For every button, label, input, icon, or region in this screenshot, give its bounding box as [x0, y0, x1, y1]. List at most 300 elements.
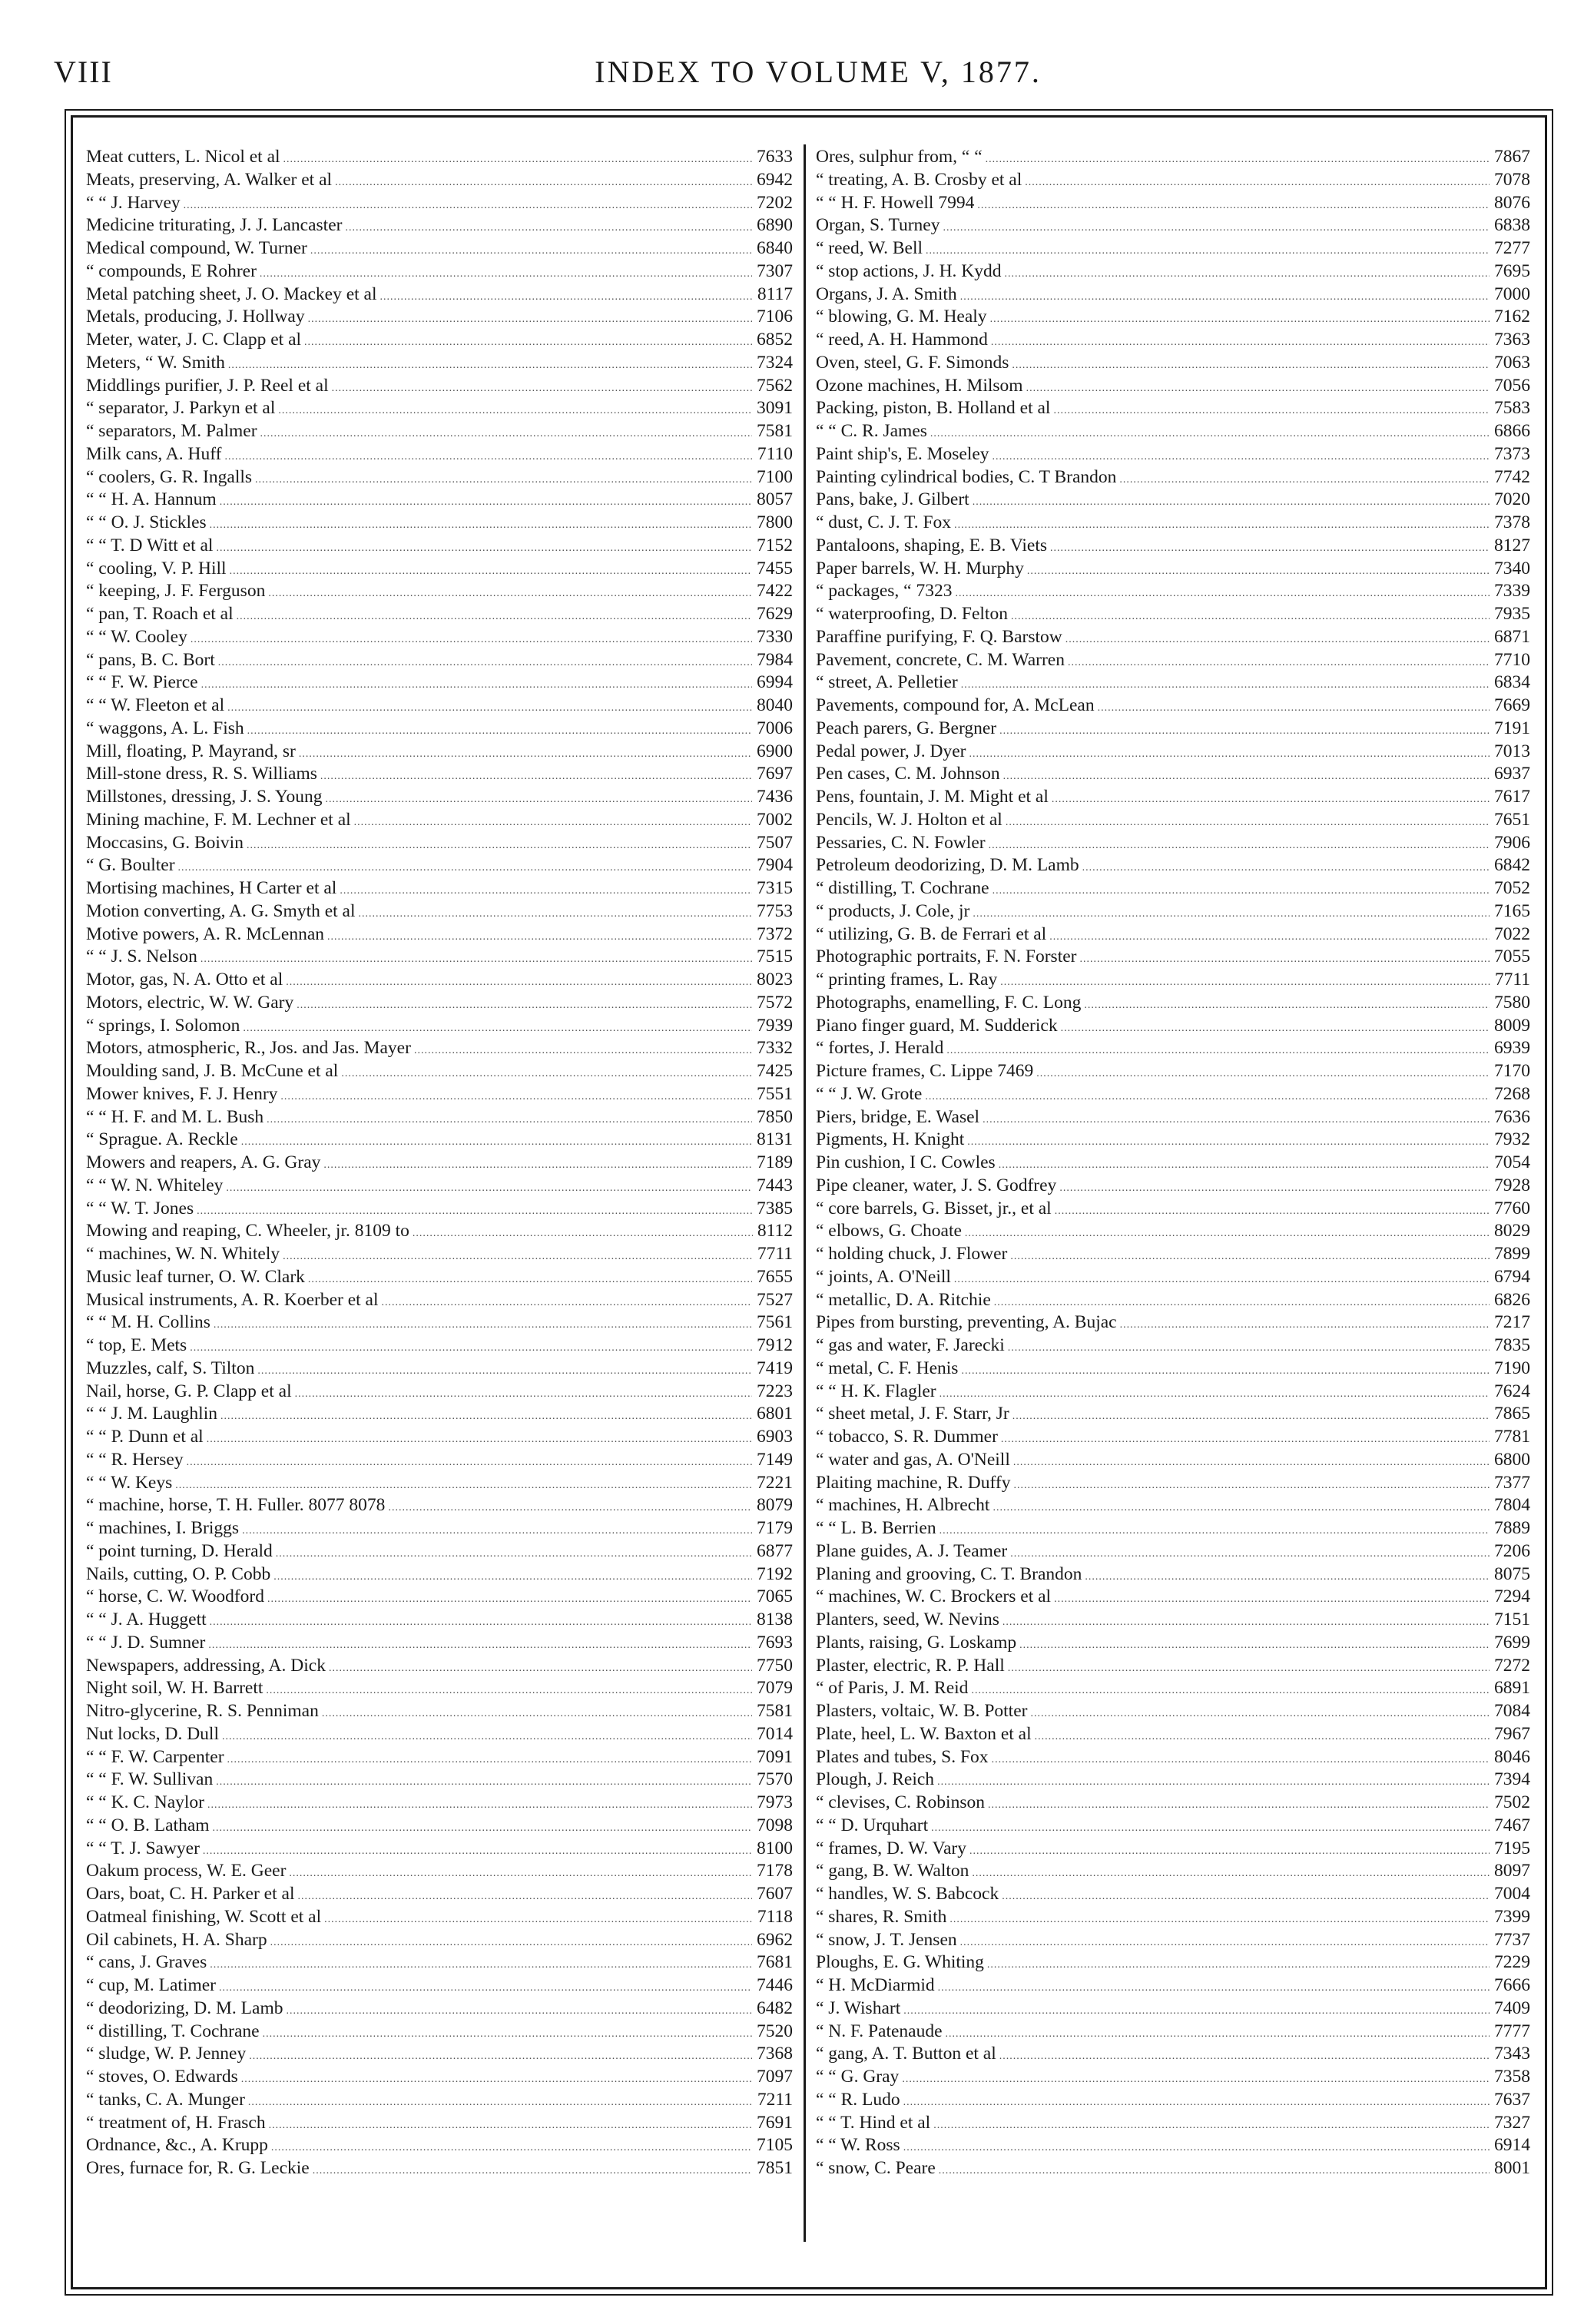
index-entry: [816, 535, 1530, 558]
entry-text: “ “ W. T. Jones: [86, 1198, 194, 1218]
entry-number: 7363: [1494, 330, 1530, 350]
entry-text: Organs, J. A. Smith: [816, 283, 957, 304]
entry-text: “ dust, C. J. T. Fox: [816, 512, 952, 532]
entry-number: 7502: [1494, 1792, 1530, 1812]
entry-text: “ “ J. A. Huggett: [86, 1610, 207, 1629]
entry-text: Middlings purifier, J. P. Reel et al: [86, 375, 329, 396]
index-entry: [86, 146, 793, 169]
entry-number: 7711: [757, 1244, 793, 1264]
index-entry: [86, 1334, 793, 1358]
entry-text: “ Sprague. A. Reckle: [86, 1129, 238, 1150]
index-entry: [816, 786, 1530, 809]
index-entry: [816, 1723, 1530, 1746]
dot-leader: [1013, 1474, 1490, 1497]
entry-number: 8076: [1494, 192, 1530, 213]
entry-text: “ metallic, D. A. Ritchie: [816, 1289, 991, 1310]
dot-leader: [255, 469, 752, 492]
dot-leader: [983, 1109, 1490, 1132]
dot-leader: [283, 1245, 753, 1268]
entry-number: 7737: [1494, 1929, 1530, 1950]
entry-text: Moulding sand, J. B. McCune et al: [86, 1061, 339, 1081]
index-entry: [816, 1815, 1530, 1838]
index-entry: [816, 420, 1530, 443]
index-entry: [86, 763, 793, 786]
entry-text: “ handles, W. S. Babcock: [816, 1884, 999, 1904]
index-entry: [86, 2043, 793, 2066]
page-title: INDEX TO VOLUME V, 1877.: [595, 55, 1042, 89]
entry-number: 7162: [1494, 307, 1530, 327]
entry-text: Piers, bridge, E. Wasel: [816, 1106, 980, 1127]
entry-text: “ “ H. A. Hannum: [86, 489, 217, 510]
entry-text: “ compounds, E Rohrer: [86, 260, 257, 281]
entry-number: 7572: [757, 992, 793, 1013]
index-entry: [816, 1426, 1530, 1449]
entry-text: Metals, producing, J. Hollway: [86, 307, 305, 327]
entry-number: 8075: [1494, 1563, 1530, 1584]
entry-text: “ tanks, C. A. Munger: [86, 2089, 245, 2110]
page-number: VIII: [54, 55, 113, 89]
index-entry: [86, 1243, 793, 1266]
index-entry: [816, 695, 1530, 718]
dot-leader: [243, 1017, 752, 1040]
entry-number: 7000: [1494, 283, 1530, 304]
dot-leader: [1053, 399, 1490, 423]
entry-number: 7561: [757, 1312, 793, 1333]
index-entry: [86, 1426, 793, 1449]
dot-leader: [175, 1474, 752, 1497]
index-entry: [816, 397, 1530, 420]
entry-text: Moccasins, G. Boivin: [86, 832, 244, 853]
entry-number: 7760: [1494, 1198, 1530, 1218]
entry-text: “ “ C. R. James: [816, 421, 927, 441]
entry-number: 7106: [757, 307, 793, 327]
index-entry: [86, 237, 793, 260]
index-entry: [816, 146, 1530, 169]
left-column: [86, 146, 793, 2180]
dot-leader: [216, 1771, 752, 1794]
entry-text: “ “ W. N. Whiteley: [86, 1175, 224, 1195]
entry-number: 6890: [757, 215, 793, 236]
index-entry: [816, 1083, 1530, 1106]
index-entry: [86, 260, 793, 283]
index-entry: [816, 1632, 1530, 1655]
entry-number: 6852: [757, 330, 793, 350]
index-entry: [816, 2112, 1530, 2135]
entry-text: Plaiting machine, R. Duffy: [816, 1472, 1011, 1493]
entry-number: 7446: [757, 1975, 793, 1995]
index-entry: [86, 626, 793, 649]
entry-text: “ pan, T. Roach et al: [86, 604, 234, 624]
entry-text: “ joints, A. O'Neill: [816, 1266, 951, 1287]
entry-number: 7527: [757, 1289, 793, 1310]
dot-leader: [242, 1520, 752, 1543]
dot-leader: [266, 1679, 752, 1702]
index-entry: [816, 1129, 1530, 1152]
entry-text: Pantaloons, shaping, E. B. Viets: [816, 535, 1048, 555]
entry-text: Paraffine purifying, F. Q. Barstow: [816, 626, 1062, 647]
entry-number: 7211: [757, 2089, 793, 2110]
entry-number: 7149: [757, 1449, 793, 1470]
index-entry: [86, 718, 793, 741]
entry-number: 7851: [757, 2158, 793, 2178]
dot-leader: [1027, 560, 1490, 583]
entry-text: Pin cushion, I C. Cowles: [816, 1152, 996, 1172]
dot-leader: [341, 1063, 752, 1086]
dot-leader: [939, 2160, 1490, 2183]
entry-number: 7052: [1494, 878, 1530, 898]
entry-number: 7935: [1494, 604, 1530, 624]
entry-number: 7315: [757, 878, 793, 898]
dot-leader: [1035, 1726, 1490, 1749]
dot-leader: [216, 537, 752, 560]
entry-number: 6834: [1494, 672, 1530, 693]
entry-number: 7835: [1494, 1335, 1530, 1355]
entry-number: 7570: [757, 1769, 793, 1790]
index-entry: [86, 1723, 793, 1746]
entry-text: “ street, A. Pelletier: [816, 672, 958, 693]
dot-leader: [271, 2137, 752, 2160]
entry-number: 6891: [1494, 1678, 1530, 1699]
entry-number: 7152: [757, 535, 793, 555]
dot-leader: [973, 491, 1490, 514]
entry-number: 7014: [757, 1723, 793, 1744]
entry-number: 7307: [757, 260, 793, 281]
entry-number: 8046: [1494, 1746, 1530, 1767]
dot-leader: [949, 1908, 1490, 1931]
index-entry: [86, 1586, 793, 1609]
entry-text: “ “ W. Cooley: [86, 626, 187, 647]
entry-number: 7277: [1494, 238, 1530, 258]
entry-number: 7507: [757, 832, 793, 853]
entry-text: Night soil, W. H. Barrett: [86, 1678, 263, 1699]
entry-text: Pessaries, C. N. Fowler: [816, 832, 986, 853]
dot-leader: [322, 1702, 752, 1726]
dot-leader: [413, 1222, 753, 1245]
entry-text: “ “ O. J. Stickles: [86, 512, 207, 532]
entry-text: “ “ K. C. Naylor: [86, 1792, 205, 1812]
dot-leader: [219, 1977, 752, 2000]
dot-leader: [999, 2045, 1490, 2068]
dot-leader: [1002, 1885, 1490, 1908]
index-entry: [816, 1540, 1530, 1563]
dot-leader: [308, 308, 752, 331]
dot-leader: [220, 1405, 752, 1428]
right-column: [816, 146, 1530, 2180]
entry-text: “ J. Wishart: [816, 1997, 901, 2018]
entry-number: 7373: [1494, 443, 1530, 464]
dot-leader: [946, 1039, 1490, 1063]
entry-text: “ “ H. F. Howell 7994: [816, 192, 975, 213]
entry-number: 7583: [1494, 398, 1530, 419]
index-entry: [816, 741, 1530, 764]
entry-text: “ tobacco, S. R. Dummer: [816, 1427, 998, 1447]
dot-leader: [1012, 354, 1490, 377]
dot-leader: [972, 1862, 1490, 1885]
dot-leader: [1061, 1017, 1490, 1040]
entry-number: 8097: [1494, 1861, 1530, 1881]
index-entry: [86, 649, 793, 672]
entry-number: 7932: [1494, 1129, 1530, 1150]
entry-text: Pencils, W. J. Holton et al: [816, 809, 1002, 830]
dot-leader: [241, 1131, 752, 1154]
page-header: [54, 54, 1582, 100]
dot-leader: [1006, 811, 1490, 834]
entry-number: 7202: [757, 192, 793, 213]
entry-text: “ cans, J. Graves: [86, 1952, 207, 1973]
entry-text: Mowers and reapers, A. G. Gray: [86, 1152, 321, 1172]
entry-number: 7217: [1494, 1312, 1530, 1333]
entry-number: 8040: [757, 695, 793, 715]
index-entry: [816, 1655, 1530, 1678]
index-entry: [816, 2134, 1530, 2157]
entry-text: Plates and tubes, S. Fox: [816, 1746, 989, 1767]
dot-leader: [1052, 788, 1490, 811]
entry-number: 6801: [757, 1404, 793, 1424]
entry-number: 7385: [757, 1198, 793, 1218]
dot-leader: [969, 1840, 1490, 1863]
index-entry: [86, 1677, 793, 1700]
index-entry: [816, 763, 1530, 786]
entry-number: 7695: [1494, 260, 1530, 281]
entry-text: “ treating, A. B. Crosby et al: [816, 169, 1022, 190]
entry-text: “ “ F. W. Sullivan: [86, 1769, 214, 1790]
entry-number: 7633: [757, 147, 793, 167]
entry-text: “ shares, R. Smith: [816, 1906, 947, 1927]
entry-number: 7394: [1494, 1769, 1530, 1790]
entry-number: 7425: [757, 1061, 793, 1081]
dot-leader: [903, 2091, 1490, 2114]
dot-leader: [208, 1634, 752, 1657]
index-entry: [816, 1381, 1530, 1404]
entry-number: 6794: [1494, 1266, 1530, 1287]
entry-number: 7551: [757, 1083, 793, 1104]
dot-leader: [993, 880, 1490, 903]
entry-text: “ water and gas, A. O'Neill: [816, 1449, 1010, 1470]
dot-leader: [939, 1383, 1490, 1406]
dot-leader: [289, 1862, 752, 1885]
dot-leader: [1055, 1200, 1490, 1223]
entry-number: 7190: [1494, 1358, 1530, 1378]
entry-text: Oakum process, W. E. Geer: [86, 1861, 287, 1881]
entry-number: 7022: [1494, 923, 1530, 944]
entry-text: Planing and grooving, C. T. Brandon: [816, 1563, 1082, 1584]
entry-number: 7624: [1494, 1381, 1530, 1401]
dot-leader: [991, 331, 1490, 354]
dot-leader: [241, 2068, 752, 2091]
entry-text: Organ, S. Turney: [816, 215, 940, 236]
dot-leader: [994, 1291, 1490, 1315]
entry-text: “ G. Boulter: [86, 855, 175, 876]
index-entry: [86, 1015, 793, 1038]
dot-leader: [1084, 994, 1490, 1017]
entry-number: 7697: [757, 764, 793, 784]
index-entry: [86, 1563, 793, 1586]
index-entry: [86, 2021, 793, 2044]
entry-number: 7223: [757, 1381, 793, 1401]
dot-leader: [986, 148, 1490, 171]
entry-text: “ printing frames, L. Ray: [816, 970, 998, 990]
entry-text: Packing, piston, B. Holland et al: [816, 398, 1051, 419]
entry-number: 7165: [1494, 900, 1530, 921]
entry-number: 7055: [1494, 947, 1530, 967]
entry-number: 7580: [1494, 992, 1530, 1013]
dot-leader: [965, 1222, 1490, 1245]
entry-text: Photographic portraits, F. N. Forster: [816, 947, 1077, 967]
entry-number: 8001: [1494, 2158, 1530, 2178]
dot-leader: [323, 1154, 752, 1177]
entry-text: Ores, sulphur from, “ “: [816, 147, 983, 167]
column-divider: [804, 144, 806, 2242]
index-entry: [816, 832, 1530, 855]
index-entry: [86, 1700, 793, 1723]
entry-text: Photographs, enamelling, F. C. Long: [816, 992, 1082, 1013]
dot-leader: [257, 1360, 752, 1383]
dot-leader: [1019, 1634, 1490, 1657]
dot-leader: [1026, 377, 1490, 400]
entry-number: 7006: [757, 718, 793, 738]
index-entry: [816, 1060, 1530, 1083]
index-entry: [86, 854, 793, 877]
entry-text: “ keeping, J. F. Ferguson: [86, 581, 266, 602]
entry-number: 7520: [757, 2021, 793, 2041]
entry-text: Medicine triturating, J. J. Lancaster: [86, 215, 343, 236]
entry-number: 7607: [757, 1884, 793, 1904]
index-entry: [816, 1334, 1530, 1358]
index-entry: [816, 1243, 1530, 1266]
index-entry: [86, 603, 793, 626]
entry-text: “ N. F. Patenaude: [816, 2021, 943, 2041]
entry-text: Oven, steel, G. F. Simonds: [816, 352, 1009, 373]
entry-number: 7339: [1494, 581, 1530, 602]
index-entry: [86, 1106, 793, 1129]
dot-leader: [1008, 1657, 1490, 1680]
dot-leader: [926, 240, 1490, 263]
entry-text: “ “ T. Hind et al: [816, 2112, 931, 2133]
dot-leader: [954, 1268, 1490, 1291]
dot-leader: [931, 1817, 1490, 1840]
index-entry: [86, 2112, 793, 2135]
index-entry: [816, 1198, 1530, 1221]
entry-number: 8138: [757, 1610, 793, 1629]
entry-text: “ “ G. Gray: [816, 2067, 900, 2087]
dot-leader: [992, 1749, 1490, 1772]
dot-leader: [1010, 1543, 1490, 1566]
index-entry: [816, 580, 1530, 603]
index-entry: [86, 992, 793, 1015]
dot-leader: [295, 1383, 752, 1406]
entry-number: 7889: [1494, 1518, 1530, 1538]
index-entry: [816, 1951, 1530, 1974]
index-entry: [86, 512, 793, 535]
dot-leader: [267, 1109, 752, 1132]
dot-leader: [1059, 1177, 1490, 1200]
index-entry: [86, 1746, 793, 1769]
index-entry: [86, 741, 793, 764]
index-entry: [86, 306, 793, 329]
index-entry: [816, 1906, 1530, 1929]
entry-number: 7906: [1494, 832, 1530, 853]
dot-leader: [203, 1840, 752, 1863]
entry-number: 7455: [757, 558, 793, 579]
entry-text: Ozone machines, H. Milsom: [816, 375, 1023, 396]
entry-number: 7098: [757, 1815, 793, 1835]
dot-leader: [320, 765, 752, 788]
index-entry: [816, 1838, 1530, 1861]
index-entry: [816, 1015, 1530, 1038]
entry-text: “ “ D. Urquhart: [816, 1815, 929, 1835]
index-entry: [86, 1381, 793, 1404]
entry-number: 8127: [1494, 535, 1530, 555]
dot-leader: [973, 903, 1490, 926]
index-entry: [816, 1220, 1530, 1243]
index-entry: [86, 489, 793, 512]
dot-leader: [313, 2160, 752, 2183]
index-entry: [816, 900, 1530, 923]
index-entry: [86, 1540, 793, 1563]
index-entry: [816, 946, 1530, 969]
entry-text: Paint ship's, E. Moseley: [816, 443, 989, 464]
dot-leader: [178, 857, 752, 880]
index-entry: [86, 1906, 793, 1929]
index-entry: [816, 1037, 1530, 1060]
index-entry: [86, 466, 793, 489]
index-entry: [816, 192, 1530, 215]
entry-number: 7912: [757, 1335, 793, 1355]
entry-number: 7467: [1494, 1815, 1530, 1835]
index-entry: [816, 1860, 1530, 1883]
entry-number: 6838: [1494, 215, 1530, 236]
entry-text: Plate, heel, L. W. Baxton et al: [816, 1723, 1032, 1744]
entry-number: 8057: [757, 489, 793, 510]
dot-leader: [224, 446, 752, 469]
index-entry: [86, 535, 793, 558]
dot-leader: [1120, 1314, 1490, 1337]
entry-text: “ fortes, J. Herald: [816, 1038, 944, 1059]
index-entry: [86, 1838, 793, 1861]
dot-leader: [1025, 171, 1490, 194]
entry-text: Oil cabinets, H. A. Sharp: [86, 1929, 267, 1950]
entry-number: 7004: [1494, 1884, 1530, 1904]
entry-number: 7928: [1494, 1175, 1530, 1195]
index-entry: [86, 1472, 793, 1495]
entry-text: “ snow, J. T. Jensen: [816, 1929, 957, 1950]
entry-text: “ pans, B. C. Bort: [86, 649, 215, 670]
entry-text: Nut locks, D. Dull: [86, 1723, 219, 1744]
entry-number: 8029: [1494, 1221, 1530, 1242]
dot-leader: [207, 1794, 752, 1817]
entry-text: “ stoves, O. Edwards: [86, 2067, 238, 2087]
entry-number: 7100: [757, 466, 793, 487]
index-entry: [816, 1175, 1530, 1198]
index-entry: [86, 214, 793, 237]
entry-number: 7710: [1494, 649, 1530, 670]
entry-text: “ “ T. J. Sawyer: [86, 1838, 200, 1858]
dot-leader: [1001, 1428, 1490, 1451]
index-entry: [86, 169, 793, 192]
index-entry: [86, 1129, 793, 1152]
entry-text: “ machines, H. Albrecht: [816, 1495, 990, 1516]
entry-number: 6942: [757, 169, 793, 190]
entry-text: “ coolers, G. R. Ingalls: [86, 466, 253, 487]
entry-number: 7195: [1494, 1838, 1530, 1858]
entry-text: “ “ J. Harvey: [86, 192, 181, 213]
dot-leader: [1085, 1566, 1490, 1589]
dot-leader: [1003, 765, 1490, 788]
entry-number: 7562: [757, 375, 793, 396]
entry-text: “ utilizing, G. B. de Ferrari et al: [816, 923, 1047, 944]
entry-text: Mower knives, F. J. Henry: [86, 1083, 278, 1104]
entry-text: Ores, furnace for, R. G. Leckie: [86, 2158, 310, 2178]
